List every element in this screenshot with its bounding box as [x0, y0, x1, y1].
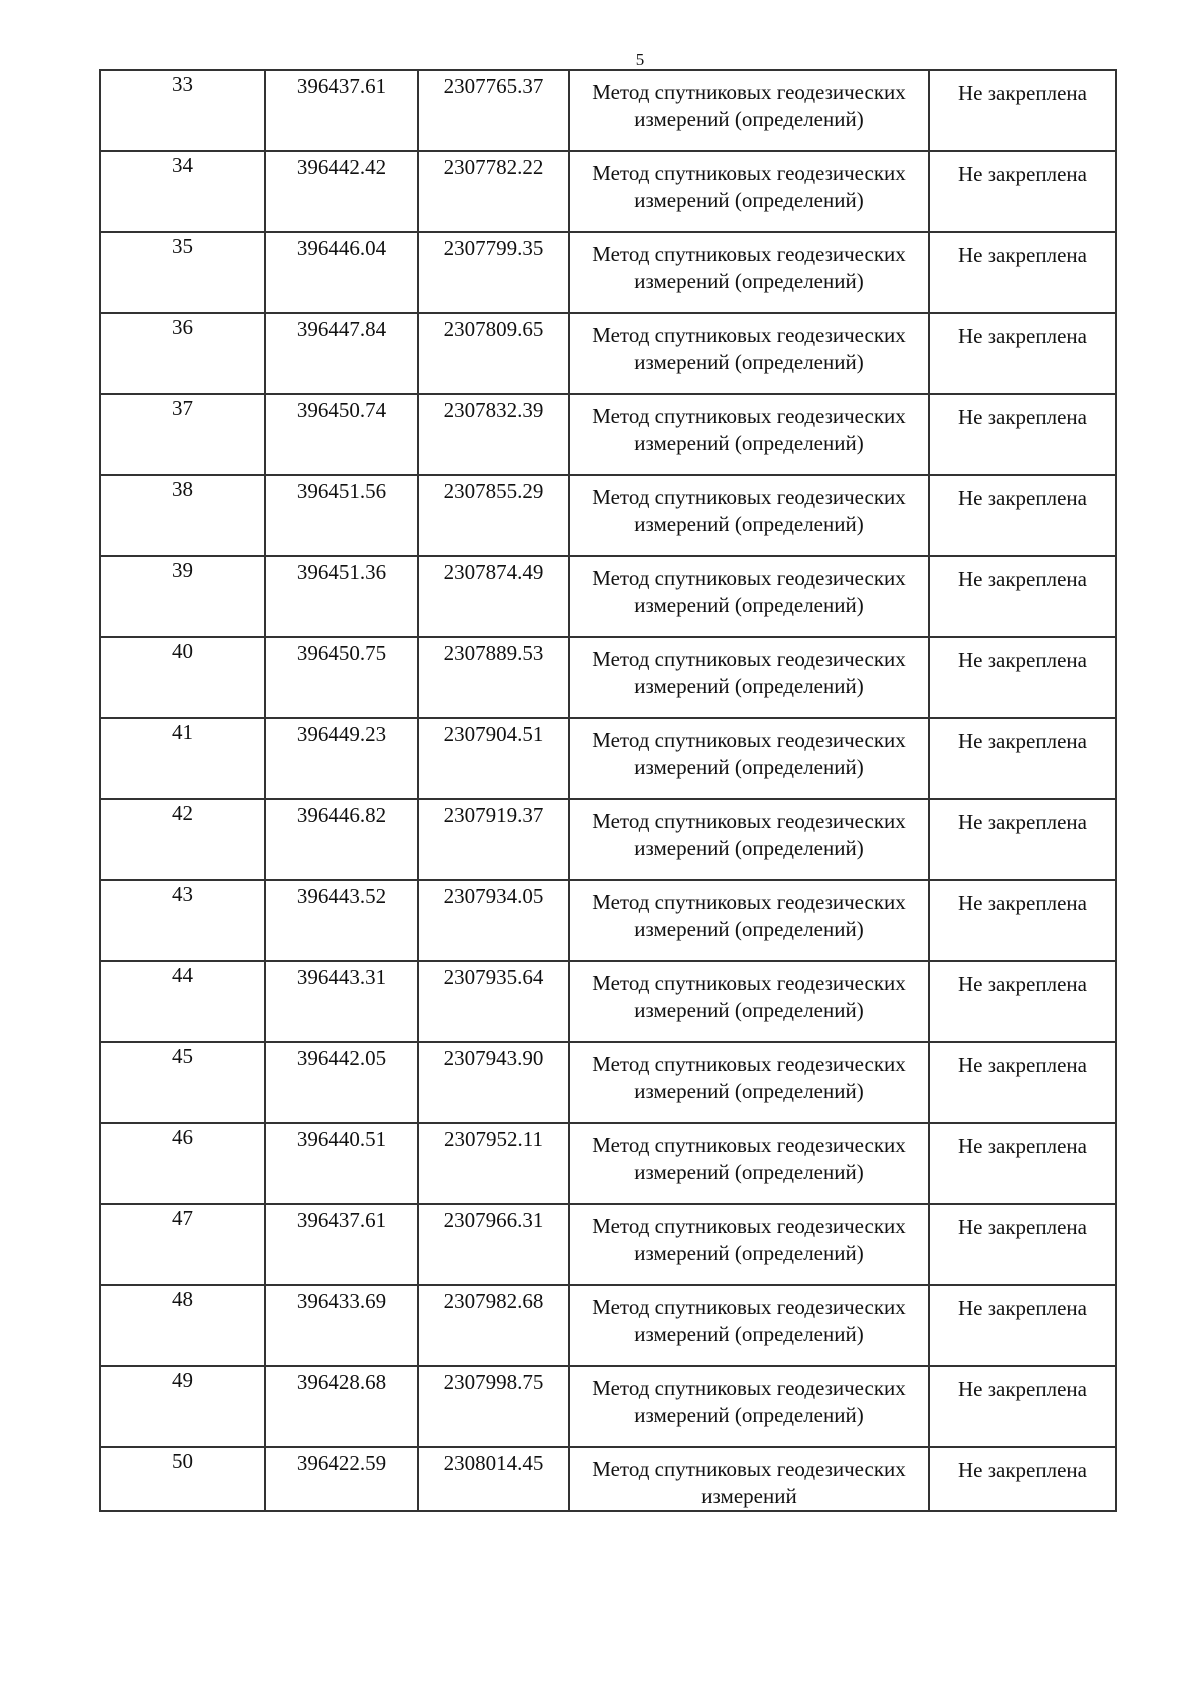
x-coordinate-text: 396437.61	[296, 1208, 387, 1232]
table-row	[100, 1285, 1116, 1366]
y-coordinate-text: 2307919.37	[443, 803, 544, 827]
point-number-cell	[100, 961, 265, 1042]
point-number-cell	[100, 394, 265, 475]
y-coordinate-cell	[418, 1447, 569, 1511]
table-row	[100, 1366, 1116, 1447]
method-cell	[569, 637, 929, 718]
fixation-status-text: Не закреплена	[958, 1377, 1087, 1401]
fixation-status-cell	[929, 394, 1116, 475]
y-coordinate-text: 2307832.39	[443, 398, 544, 422]
table-row	[100, 637, 1116, 718]
y-coordinate-text: 2307934.05	[443, 884, 544, 908]
page-number: 5	[635, 50, 645, 69]
fixation-status-text: Не закреплена	[958, 162, 1087, 186]
y-coordinate-text: 2307889.53	[443, 641, 544, 665]
x-coordinate-cell	[265, 961, 418, 1042]
x-coordinate-cell	[265, 637, 418, 718]
fixation-status-text: Не закреплена	[958, 81, 1087, 105]
point-number-text: 34	[172, 153, 193, 177]
fixation-status-text: Не закреплена	[958, 324, 1087, 348]
x-coordinate-text: 396450.75	[296, 641, 387, 665]
fixation-status-text: Не закреплена	[958, 1458, 1087, 1482]
method-cell	[569, 70, 929, 151]
fixation-status-cell	[929, 475, 1116, 556]
method-cell	[569, 232, 929, 313]
y-coordinate-text: 2307966.31	[443, 1208, 544, 1232]
point-number-text: 39	[172, 558, 193, 582]
x-coordinate-text: 396443.31	[296, 965, 387, 989]
x-coordinate-text: 396451.56	[296, 479, 387, 503]
point-number-cell	[100, 151, 265, 232]
y-coordinate-cell	[418, 556, 569, 637]
x-coordinate-text: 396446.82	[296, 803, 387, 827]
point-number-text: 46	[172, 1125, 193, 1149]
point-number-text: 45	[172, 1044, 193, 1068]
x-coordinate-cell	[265, 1042, 418, 1123]
x-coordinate-text: 396433.69	[296, 1289, 387, 1313]
y-coordinate-cell	[418, 1042, 569, 1123]
method-text: Метод спутниковых геодезических измерений (определений)	[592, 971, 906, 1022]
y-coordinate-text: 2307904.51	[443, 722, 544, 746]
method-text: Метод спутниковых геодезических измерений (определений)	[592, 323, 906, 374]
y-coordinate-text: 2307782.22	[443, 155, 544, 179]
x-coordinate-text: 396447.84	[296, 317, 387, 341]
point-number-text: 33	[172, 72, 193, 96]
method-cell	[569, 1366, 929, 1447]
point-number-cell	[100, 637, 265, 718]
point-number-text: 48	[172, 1287, 193, 1311]
method-cell	[569, 1123, 929, 1204]
coordinates-table	[99, 69, 1117, 1512]
point-number-cell	[100, 232, 265, 313]
fixation-status-cell	[929, 718, 1116, 799]
method-text: Метод спутниковых геодезических измерений	[592, 1457, 906, 1508]
x-coordinate-text: 396442.05	[296, 1046, 387, 1070]
x-coordinate-cell	[265, 556, 418, 637]
y-coordinate-text: 2307943.90	[443, 1046, 544, 1070]
fixation-status-text: Не закреплена	[958, 1215, 1087, 1239]
x-coordinate-cell	[265, 394, 418, 475]
method-text: Метод спутниковых геодезических измерений (определений)	[592, 647, 906, 698]
point-number-text: 37	[172, 396, 193, 420]
x-coordinate-text: 396428.68	[296, 1370, 387, 1394]
fixation-status-cell	[929, 1204, 1116, 1285]
y-coordinate-cell	[418, 1285, 569, 1366]
y-coordinate-cell	[418, 232, 569, 313]
x-coordinate-text: 396451.36	[296, 560, 387, 584]
y-coordinate-cell	[418, 1366, 569, 1447]
x-coordinate-cell	[265, 232, 418, 313]
point-number-cell	[100, 1042, 265, 1123]
method-cell	[569, 718, 929, 799]
table-row	[100, 475, 1116, 556]
x-coordinate-text: 396422.59	[296, 1451, 387, 1475]
method-cell	[569, 961, 929, 1042]
method-text: Метод спутниковых геодезических измерений (определений)	[592, 1295, 906, 1346]
method-text: Метод спутниковых геодезических измерений (определений)	[592, 1133, 906, 1184]
table-row	[100, 880, 1116, 961]
method-text: Метод спутниковых геодезических измерений (определений)	[592, 566, 906, 617]
fixation-status-text: Не закреплена	[958, 243, 1087, 267]
method-cell	[569, 1285, 929, 1366]
fixation-status-text: Не закреплена	[958, 891, 1087, 915]
y-coordinate-cell	[418, 880, 569, 961]
point-number-text: 49	[172, 1368, 193, 1392]
x-coordinate-cell	[265, 1366, 418, 1447]
point-number-cell	[100, 1285, 265, 1366]
method-text: Метод спутниковых геодезических измерений (определений)	[592, 728, 906, 779]
x-coordinate-cell	[265, 880, 418, 961]
fixation-status-cell	[929, 799, 1116, 880]
point-number-cell	[100, 1123, 265, 1204]
point-number-text: 43	[172, 882, 193, 906]
method-cell	[569, 151, 929, 232]
table-row	[100, 799, 1116, 880]
x-coordinate-cell	[265, 718, 418, 799]
x-coordinate-cell	[265, 1447, 418, 1511]
method-cell	[569, 799, 929, 880]
method-cell	[569, 556, 929, 637]
method-cell	[569, 1447, 929, 1511]
x-coordinate-text: 396437.61	[296, 74, 387, 98]
method-cell	[569, 1042, 929, 1123]
fixation-status-cell	[929, 880, 1116, 961]
point-number-text: 36	[172, 315, 193, 339]
x-coordinate-cell	[265, 151, 418, 232]
fixation-status-cell	[929, 1042, 1116, 1123]
method-cell	[569, 1204, 929, 1285]
method-text: Метод спутниковых геодезических измерений (определений)	[592, 1376, 906, 1427]
y-coordinate-cell	[418, 718, 569, 799]
method-text: Метод спутниковых геодезических измерений (определений)	[592, 161, 906, 212]
table-row	[100, 556, 1116, 637]
fixation-status-cell	[929, 1447, 1116, 1511]
y-coordinate-cell	[418, 637, 569, 718]
x-coordinate-cell	[265, 1123, 418, 1204]
y-coordinate-text: 2307874.49	[443, 560, 544, 584]
fixation-status-text: Не закреплена	[958, 810, 1087, 834]
y-coordinate-cell	[418, 394, 569, 475]
x-coordinate-cell	[265, 799, 418, 880]
method-cell	[569, 880, 929, 961]
method-cell	[569, 475, 929, 556]
fixation-status-cell	[929, 961, 1116, 1042]
point-number-text: 35	[172, 234, 193, 258]
fixation-status-text: Не закреплена	[958, 729, 1087, 753]
y-coordinate-cell	[418, 1123, 569, 1204]
fixation-status-cell	[929, 637, 1116, 718]
y-coordinate-text: 2307855.29	[443, 479, 544, 503]
x-coordinate-cell	[265, 70, 418, 151]
point-number-cell	[100, 880, 265, 961]
table-row	[100, 394, 1116, 475]
table-row	[100, 1204, 1116, 1285]
y-coordinate-cell	[418, 70, 569, 151]
point-number-text: 47	[172, 1206, 193, 1230]
y-coordinate-cell	[418, 1204, 569, 1285]
fixation-status-cell	[929, 1123, 1116, 1204]
x-coordinate-text: 396446.04	[296, 236, 387, 260]
fixation-status-cell	[929, 232, 1116, 313]
y-coordinate-cell	[418, 799, 569, 880]
table-row	[100, 718, 1116, 799]
fixation-status-text: Не закреплена	[958, 486, 1087, 510]
y-coordinate-cell	[418, 151, 569, 232]
table-row	[100, 70, 1116, 151]
method-text: Метод спутниковых геодезических измерений (определений)	[592, 404, 906, 455]
method-text: Метод спутниковых геодезических измерений (определений)	[592, 485, 906, 536]
fixation-status-text: Не закреплена	[958, 405, 1087, 429]
point-number-cell	[100, 1366, 265, 1447]
y-coordinate-text: 2307998.75	[443, 1370, 544, 1394]
y-coordinate-text: 2307809.65	[443, 317, 544, 341]
x-coordinate-text: 396443.52	[296, 884, 387, 908]
point-number-cell	[100, 70, 265, 151]
table-row	[100, 232, 1116, 313]
y-coordinate-text: 2308014.45	[443, 1451, 544, 1475]
y-coordinate-text: 2307982.68	[443, 1289, 544, 1313]
point-number-cell	[100, 799, 265, 880]
fixation-status-cell	[929, 70, 1116, 151]
x-coordinate-cell	[265, 1204, 418, 1285]
y-coordinate-text: 2307799.35	[443, 236, 544, 260]
method-text: Метод спутниковых геодезических измерений (определений)	[592, 809, 906, 860]
y-coordinate-text: 2307765.37	[443, 74, 544, 98]
x-coordinate-text: 396450.74	[296, 398, 387, 422]
table-row	[100, 961, 1116, 1042]
y-coordinate-text: 2307952.11	[444, 1127, 543, 1151]
x-coordinate-cell	[265, 313, 418, 394]
method-text: Метод спутниковых геодезических измерений (определений)	[592, 890, 906, 941]
point-number-text: 40	[172, 639, 193, 663]
x-coordinate-text: 396442.42	[296, 155, 387, 179]
table-row	[100, 313, 1116, 394]
point-number-text: 41	[172, 720, 193, 744]
x-coordinate-text: 396440.51	[296, 1127, 387, 1151]
method-text: Метод спутниковых геодезических измерений (определений)	[592, 1214, 906, 1265]
point-number-cell	[100, 718, 265, 799]
method-text: Метод спутниковых геодезических измерений (определений)	[592, 80, 906, 131]
method-cell	[569, 394, 929, 475]
y-coordinate-cell	[418, 961, 569, 1042]
table-row	[100, 1447, 1116, 1511]
x-coordinate-cell	[265, 475, 418, 556]
y-coordinate-cell	[418, 475, 569, 556]
method-text: Метод спутниковых геодезических измерений (определений)	[592, 1052, 906, 1103]
method-cell	[569, 313, 929, 394]
fixation-status-cell	[929, 1285, 1116, 1366]
fixation-status-text: Не закреплена	[958, 1296, 1087, 1320]
table-row	[100, 1123, 1116, 1204]
point-number-cell	[100, 313, 265, 394]
table-row	[100, 151, 1116, 232]
fixation-status-cell	[929, 556, 1116, 637]
fixation-status-cell	[929, 151, 1116, 232]
x-coordinate-cell	[265, 1285, 418, 1366]
table-row	[100, 1042, 1116, 1123]
fixation-status-cell	[929, 313, 1116, 394]
fixation-status-cell	[929, 1366, 1116, 1447]
point-number-text: 44	[172, 963, 193, 987]
fixation-status-text: Не закреплена	[958, 648, 1087, 672]
x-coordinate-text: 396449.23	[296, 722, 387, 746]
fixation-status-text: Не закреплена	[958, 1053, 1087, 1077]
method-text: Метод спутниковых геодезических измерений (определений)	[592, 242, 906, 293]
point-number-text: 38	[172, 477, 193, 501]
point-number-cell	[100, 475, 265, 556]
point-number-cell	[100, 556, 265, 637]
fixation-status-text: Не закреплена	[958, 1134, 1087, 1158]
y-coordinate-text: 2307935.64	[443, 965, 544, 989]
fixation-status-text: Не закреплена	[958, 567, 1087, 591]
point-number-text: 42	[172, 801, 193, 825]
y-coordinate-cell	[418, 313, 569, 394]
fixation-status-text: Не закреплена	[958, 972, 1087, 996]
coordinates-table-body	[100, 70, 1116, 1511]
point-number-text: 50	[172, 1449, 193, 1473]
point-number-cell	[100, 1204, 265, 1285]
point-number-cell	[100, 1447, 265, 1511]
